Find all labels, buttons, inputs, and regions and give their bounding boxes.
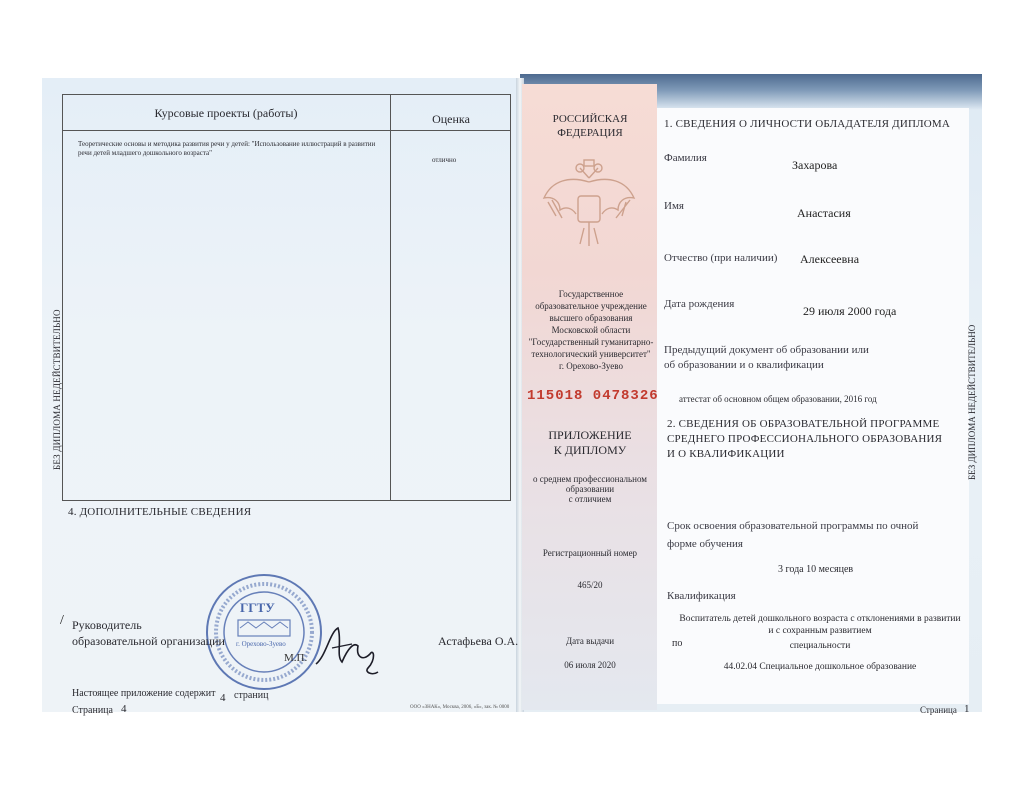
validity-side-label-right: БЕЗ ДИПЛОМА НЕДЕЙСТВИТЕЛЬНО: [967, 324, 977, 480]
page-label-right: Страница: [920, 705, 957, 715]
qualification-label: Квалификация: [667, 590, 736, 602]
stamp-city: г. Орехово-Зуево: [236, 640, 286, 648]
table-header-divider: [62, 130, 511, 131]
patronymic-value: Алексеевна: [800, 252, 860, 266]
study-term-label-line2: форме обучения: [667, 538, 743, 550]
stamp-mp-label: М.П.: [284, 652, 308, 664]
page-number-left: 4: [121, 703, 127, 715]
contains-text: Настоящее приложение содержит: [72, 688, 216, 699]
section4-title: 4. ДОПОЛНИТЕЛЬНЫЕ СВЕДЕНИЯ: [68, 506, 252, 518]
contains-count: 4: [220, 692, 226, 704]
appendix-line2: К ДИПЛОМУ: [553, 443, 627, 457]
head-label-line1: Руководитель: [72, 618, 142, 632]
education-level-line3: с отличием: [568, 494, 612, 504]
country-line2: ФЕДЕРАЦИЯ: [557, 127, 623, 139]
table-header-grade: Оценка: [432, 112, 470, 126]
page-label-left: Страница: [72, 705, 113, 716]
section1-title: 1. СВЕДЕНИЯ О ЛИЧНОСТИ ОБЛАДАТЕЛЯ ДИПЛОМА: [664, 118, 951, 130]
specialty-label: специальности: [789, 641, 851, 651]
previous-document-value: аттестат об основном общем образовании, 2016 год: [679, 394, 877, 404]
contains-unit: страниц: [234, 690, 269, 701]
appendix-line1: ПРИЛОЖЕНИЕ: [548, 428, 632, 442]
slash-mark: /: [60, 613, 64, 628]
registration-number: 465/20: [577, 580, 603, 590]
education-level-line1: о среднем профессиональном: [533, 474, 647, 484]
country-line1: РОССИЙСКАЯ: [552, 113, 628, 125]
surname-value: Захарова: [792, 158, 838, 172]
previous-document-label-line1: Предыдущий документ об образовании или: [664, 344, 869, 356]
head-name: Астафьева О.А.: [438, 634, 519, 648]
validity-side-label-left: БЕЗ ДИПЛОМА НЕДЕЙСТВИТЕЛЬНО: [52, 309, 62, 470]
name-label: Имя: [664, 200, 684, 212]
qualification-value-line1: Воспитатель детей дошкольного возраста с отклонениями в развитии: [679, 614, 961, 624]
qualification-value-line2: и с сохранным развитием: [768, 626, 872, 636]
section2-title-line2: СРЕДНЕГО ПРОФЕССИОНАЛЬНОГО ОБРАЗОВАНИЯ: [667, 433, 943, 445]
registration-label: Регистрационный номер: [542, 548, 638, 558]
diploma-serial-number: 115018 0478326: [527, 388, 659, 404]
education-level-line2: образовании: [565, 484, 615, 494]
issue-date-value: 06 июля 2020: [564, 660, 616, 670]
specialty-value: 44.02.04 Специальное дошкольное образование: [723, 662, 917, 672]
previous-document-label-line2: об образовании и о квалификации: [664, 359, 824, 371]
surname-label: Фамилия: [664, 152, 707, 164]
section2-title-line3: И О КВАЛИФИКАЦИИ: [667, 448, 785, 460]
issue-date-label: Дата выдачи: [565, 636, 615, 646]
course-project-title: Теоретические основы и методика развития речи у детей: "Использование иллюстраций в развитии речи детей младшего дошкольного возраста": [78, 140, 376, 157]
section2-title-line1: 2. СВЕДЕНИЯ ОБ ОБРАЗОВАТЕЛЬНОЙ ПРОГРАММЕ: [667, 418, 940, 430]
table-column-divider: [390, 94, 391, 501]
table-header-course: Курсовые проекты (работы): [154, 106, 298, 120]
birth-date-value: 29 июля 2000 года: [803, 304, 897, 318]
birth-date-label: Дата рождения: [664, 298, 735, 310]
name-value: Анастасия: [797, 206, 851, 220]
printer-note: ООО «ЗНАК», Москва, 2006, «Б», зак. № 0000: [410, 705, 510, 710]
stamp-abbreviation: ГГТУ: [240, 600, 275, 615]
signature: [312, 618, 382, 682]
study-term-label-line1: Срок освоения образовательной программы по очной: [667, 520, 919, 532]
course-project-grade: отлично: [432, 156, 457, 164]
coat-of-arms-emblem: [540, 158, 638, 250]
page-number-right: 1: [964, 703, 970, 715]
po-label: по: [672, 638, 683, 649]
institution-name: Государственное образовательное учреждение высшего образования Московской области "Государственный гуманитарно-технологический университет" г. Орехово-Зуево: [528, 289, 654, 371]
head-label-line2: образовательной организации: [72, 634, 225, 648]
patronymic-label: Отчество (при наличии): [664, 252, 778, 264]
study-term-value: 3 года 10 месяцев: [778, 564, 854, 575]
